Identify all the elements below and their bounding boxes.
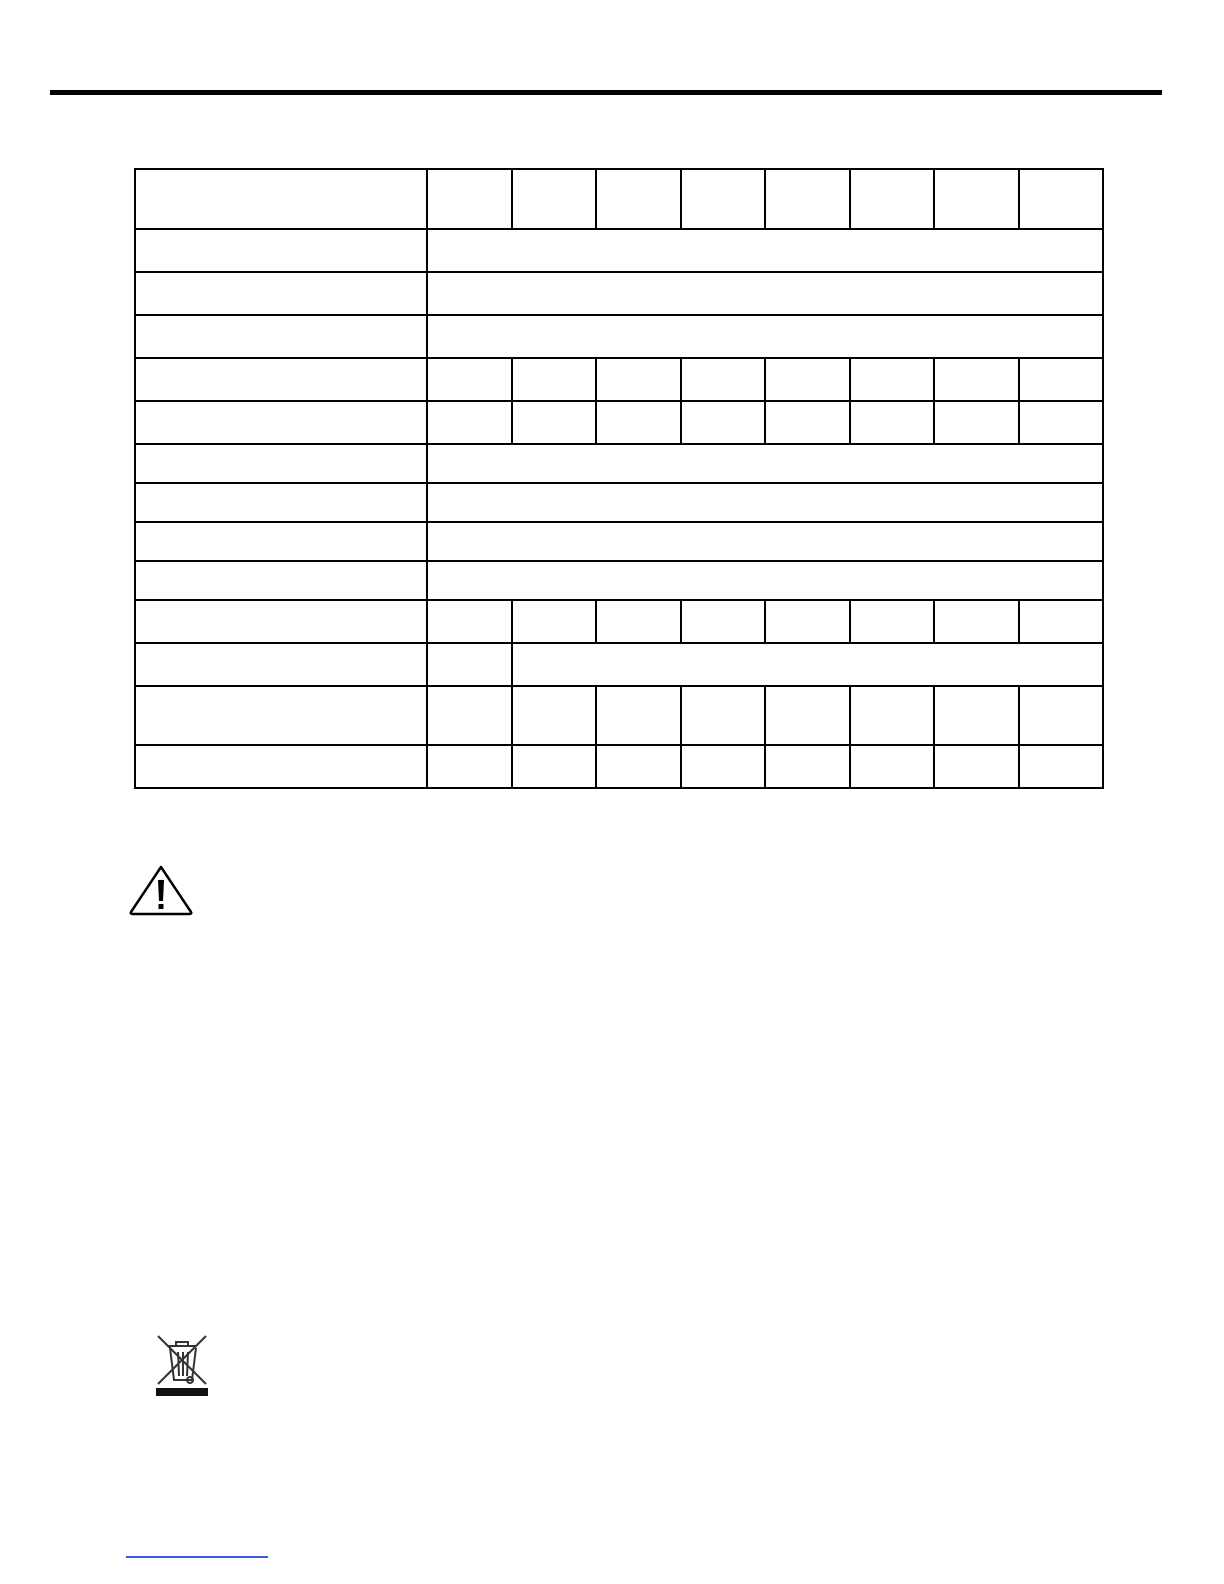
row-label-cell (135, 643, 427, 686)
header-model-cell (596, 169, 681, 229)
row-value-cell (427, 358, 512, 401)
table-row (135, 686, 1103, 745)
row-label-cell (135, 401, 427, 444)
row-value-cell (765, 686, 850, 745)
top-horizontal-rule (50, 90, 1162, 95)
header-model-cell (934, 169, 1019, 229)
row-value-cell (596, 358, 681, 401)
row-label-cell (135, 745, 427, 788)
row-value-cell (934, 686, 1019, 745)
table-row (135, 745, 1103, 788)
row-value-cell (427, 600, 512, 643)
row-value-cell (1019, 358, 1104, 401)
row-value-cell (427, 315, 1103, 358)
row-label-cell (135, 315, 427, 358)
header-model-cell (1019, 169, 1104, 229)
footer-link-underline[interactable] (126, 1556, 268, 1558)
row-value-cell (427, 444, 1103, 483)
table-row (135, 643, 1103, 686)
row-label-cell (135, 600, 427, 643)
header-label-cell (135, 169, 427, 229)
row-value-cell (427, 401, 512, 444)
row-value-cell (850, 745, 935, 788)
row-label-cell (135, 561, 427, 600)
row-value-cell (850, 686, 935, 745)
header-model-cell (512, 169, 597, 229)
row-value-cell (850, 358, 935, 401)
row-value-cell (934, 745, 1019, 788)
row-value-cell (427, 643, 512, 686)
row-value-cell (681, 600, 766, 643)
weee-bin-icon (152, 1332, 212, 1398)
row-value-cell (512, 745, 597, 788)
table-row (135, 358, 1103, 401)
row-value-cell (512, 401, 597, 444)
header-model-cell (850, 169, 935, 229)
table-row (135, 522, 1103, 561)
row-value-cell (596, 401, 681, 444)
row-value-cell (850, 401, 935, 444)
row-value-cell (850, 600, 935, 643)
table-row (135, 315, 1103, 358)
table-row (135, 229, 1103, 272)
table-row (135, 272, 1103, 315)
row-value-cell (1019, 600, 1104, 643)
row-value-cell (512, 358, 597, 401)
table-row (135, 401, 1103, 444)
row-label-cell (135, 483, 427, 522)
row-value-cell (934, 600, 1019, 643)
table-row (135, 600, 1103, 643)
row-value-cell (934, 401, 1019, 444)
row-value-cell (765, 358, 850, 401)
row-label-cell (135, 358, 427, 401)
specification-table-body (135, 169, 1103, 788)
row-value-cell (1019, 745, 1104, 788)
row-value-cell (681, 358, 766, 401)
specification-table (134, 168, 1104, 789)
row-value-cell (765, 745, 850, 788)
header-model-cell (427, 169, 512, 229)
row-label-cell (135, 444, 427, 483)
row-value-cell (596, 600, 681, 643)
row-value-cell (596, 745, 681, 788)
row-value-cell (427, 561, 1103, 600)
row-label-cell (135, 686, 427, 745)
row-value-cell (427, 745, 512, 788)
row-value-cell (427, 229, 1103, 272)
header-model-cell (765, 169, 850, 229)
row-value-cell (1019, 686, 1104, 745)
table-row (135, 444, 1103, 483)
row-value-cell (765, 401, 850, 444)
row-value-cell (427, 686, 512, 745)
row-value-cell (1019, 401, 1104, 444)
row-value-cell (681, 745, 766, 788)
row-value-cell (681, 686, 766, 745)
row-value-cell (512, 643, 1104, 686)
row-value-cell (427, 483, 1103, 522)
table-header-row (135, 169, 1103, 229)
row-label-cell (135, 522, 427, 561)
table-row (135, 483, 1103, 522)
table-row (135, 561, 1103, 600)
row-label-cell (135, 272, 427, 315)
row-value-cell (512, 686, 597, 745)
row-value-cell (512, 600, 597, 643)
row-value-cell (681, 401, 766, 444)
warning-icon (128, 864, 194, 916)
row-value-cell (596, 686, 681, 745)
row-value-cell (765, 600, 850, 643)
row-label-cell (135, 229, 427, 272)
row-value-cell (427, 522, 1103, 561)
row-value-cell (934, 358, 1019, 401)
row-value-cell (427, 272, 1103, 315)
header-model-cell (681, 169, 766, 229)
